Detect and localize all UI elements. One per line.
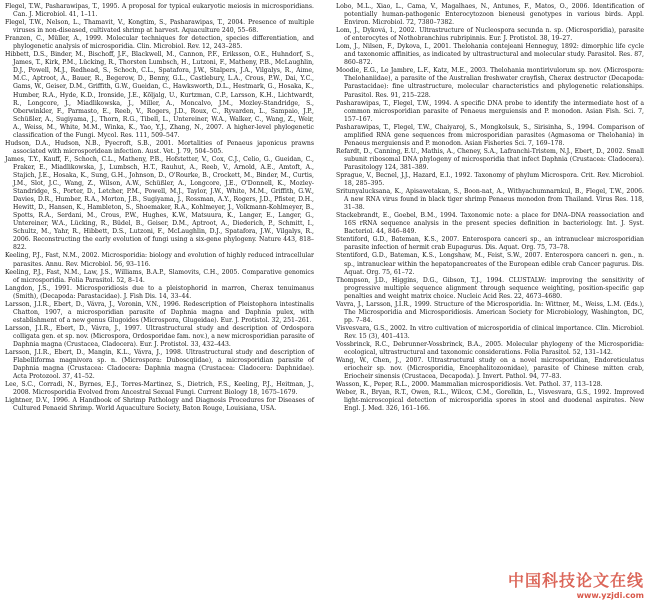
reference-entry: Stentiford, G.D., Bateman, K.S., 2007. Enterospora canceri sp., an intranuclear microsporidian parasite infection of hermit crab Eupagurus. Dis. Aquat. Org. 75, 73–78. bbox=[336, 236, 644, 252]
reference-entry: Flegel, T.W., Pasharawipas, T., 1995. A proposal for typical eukaryotic meiosis in microsporidians. Can. J. Microbiol. 41, 1–11. bbox=[5, 3, 314, 19]
reference-entry: Franzen, C., Müller, A., 1999. Molecular techniques for detection, species differentiation, and phylogenetic analysis of microsporidia. Clin. Microbiol. Rev. 12, 243–285. bbox=[5, 35, 314, 51]
reference-entry: Wang, W., Chen, J., 2007. Ultrastructural study on a novel microsporidian, Endoreticulatus eriocheir sp. nov. (Microsporidia, Encephalitozoonidae), parasite of Chinese mitten crab, Eriocheir sinensis (Crustacea, Decapoda). J. Invert. Pathol. 94, 77–83. bbox=[336, 357, 644, 381]
reference-entry: Sprague, V., Becnel, J.J., Hazard, E.I., 1992. Taxonomy of phylum Microspora. Crit. Rev. Microbiol. 18, 285–395. bbox=[336, 171, 644, 188]
reference-entry: Lobo, M.L., Xiao, L., Cama, V., Magalhaes, N., Antunes, F., Matos, O., 2006. Identification of potentially human-pathogenic Enterocytozoon bieneusi genotypes in various birds. Appl. Environ. Microbiol. 72, 7380–7382. bbox=[336, 3, 644, 27]
reference-entry: Wasson, K., Peper, R.L., 2000. Mammalian microsporidiosis. Vet. Pathol. 37, 113–128. bbox=[336, 381, 603, 389]
reference-entry: Larsson, J.I.R., Ebert, D., Mangin, K.L., Vávra, J., 1998. Ultrastructural study and description of Flabelliforma magnivora sp. n. (Microspora: Duboscqiidae), a microsporidian parasite of Daphnia magna (Crustacea: Cladocera: Daphnia magna (Crustacea: Cladocera: Daphnidae). Acta Protozool. 37, 41–52. bbox=[5, 349, 314, 381]
reference-entry: Thompson, J.D., Higgins, D.G., Gibson, T.J., 1994. CLUSTALW: improving the sensitivity of progressive multiple sequence alignment through sequence weighting, position-specific gap penalties and weight matrix choice. Nucleic Acid Res. 22, 4673–4680. bbox=[336, 276, 644, 300]
reference-entry: Vossbrinck, R.C., Debrunner-Vossbrinck, B.A., 2005. Molecular phylogeny of the Microsporidia: ecological, ultrastructural and taxonomic considerations. Folia Parasitol. 52, 131–142. bbox=[336, 340, 644, 357]
reference-entry: Weber, R., Bryan, R.T., Owen, R.L., Wilcox, C.M., Gorelkin, L., Visvesvara, G.S., 1992. Improved light-microscopical detection of microsporidia spores in stool and duodenal aspirates. New Engl. J. Med. 326, 161–166. bbox=[336, 389, 644, 413]
watermark-url: www.yzjdi.com bbox=[576, 591, 644, 600]
reference-entry: Refardt, D., Canning, E.U., Mathis, A., Cheney, S.A., Lafranchi-Tristem, N.J., Ebert, D., 2002. Small subunit ribosomal DNA phylogeny of microsporidia that infect Daphnia (Crustacea: Cladocera). Parasitology 124, 381–389. bbox=[336, 147, 644, 171]
reference-entry: Vavra, J., Larsson, J.I.R., 1999. Structure of the Microsporidia. In: Wittner, M., Weiss, L.M. (Eds.), The Microsporidia and Microsporidiosis. American Society for Microbiology, Washington, DC, pp. 7–84. bbox=[336, 300, 644, 324]
reference-entry: Larsson, J.I.R., Ebert, D., Vávra, J., Voronin, V.N., 1996. Redescription of Pleistophora intestinalis Chatton, 1907, a microsporidian parasite of Daphnia magna and Daphnia pulex, with establishment of a new genus Glugoides (Microspora, Glugeidae). Eur. J. Protistol. 32, 251–261. bbox=[5, 300, 314, 324]
reference-entry: Pasharawipas, T., Flegel, T.W., Chaiyaroj, S., Mongkolsuk, S., Sirisinha, S., 1994. Comparison of amplified RNA gene sequences from microsporidian parasites (Agmasoma or Thelohania) in Penaeus merguiensis and P. monodon. Asian Fisheries Sci. 7, 169–178. bbox=[336, 123, 644, 147]
reference-entry: Lom, J., Dyková, I., 2002. Ultrastructure of Nucleospora secunda n. sp. (Microsporidia), parasite of enterocytes of Nothobranchius rubripinnis. Eur. J. Protistol. 38, 19–27. bbox=[336, 27, 644, 43]
watermark bbox=[507, 571, 646, 600]
reference-entry: Visvesvara, G.S., 2002. In vitro cultivation of microsporidia of clinical importance. Clin. Microbiol. Rev. 15 (3), 401–413. bbox=[336, 324, 644, 340]
reference-entry: Stackebrandt, E., Goebel, B.M., 1994. Taxonomic note: a place for DNA–DNA reassociation and 16S rRNA sequence analysis in the present species definition in bacteriology. Int. J. Syst. Bacteriol. 44, 846–849. bbox=[336, 212, 644, 236]
reference-entry: Moodie, E.G., Le Jambre, L.F., Katz, M.E., 2003. Thelohania montirivulorum sp. nov. (Microspora: Thelohaniidae), a parasite of the Australian freshwater crayfish, Cherax destructor (Decapoda: Parastacidae): fine ultrastructure, molecular characteristics and phylogenetic relationships. Parasitol. Res. 91, 215–228. bbox=[336, 67, 644, 99]
reference-entry: Lee, S.C., Corradi, N., Byrnes, E.J., Torres-Martinez, S., Dietrich, F.S., Keeling, P.J., Heitman, J., 2008. Microsporidia Evolved from Ancestral Sexual Fungi. Current Biology 18, 1675–1679. bbox=[5, 381, 314, 397]
reference-entry: Keeling, P.J., Fast, N.M., Law, J.S., Williams, B.A.P., Slamovits, C.H., 2005. Comparative genomics of microsporidia. Folia Parasitol. 52, 8–14. bbox=[5, 268, 314, 284]
references-column-right bbox=[336, 3, 644, 413]
reference-entry: Langdon, J.S., 1991. Microsporidiosis due to a pleistophorid in marron, Cherax tenuimanus (Smith), (Decapoda: Parastacidae). J. Fish Dis. 14, 33–44. bbox=[5, 284, 314, 300]
references-column-left bbox=[5, 3, 314, 413]
reference-entry: Sritunyalucksana, K., Apisawetakan, S., Boon-nat, A., Withyachumnarnkul, B., Flegel, T.W., 2006. A new RNA virus found in black tiger shrimp Penaeus monodon from Thailand. Virus Res. 118, 31–38. bbox=[336, 188, 644, 212]
watermark-text: 中国科技论文在线 bbox=[507, 571, 644, 590]
reference-entry: James, T.Y., Kauff, F., Schoch, C.L., Matheny, P.B., Hofstetter, V., Cox, C.J., Celio, G., Gueidan, C., Fraker, E., Miadlikowska, J., Lumbsch, H.T., Rauhut, A., Reeb, V., Arnold, A.E., Amtoft, A., Stajich, J.E., Hosaka, K., Sung, G.H., Johnson, D., O'Rourke, B., Crockett, M., Binder, M., Curtis, J.M., Slot, J.C., Wang, Z., Wilson, A.W., Schüßler, A., Longcore, J.E., O'Donnell, K., Mozley-Standridge, S., Porter, D., Letcher, P.M., Powell, M.J., Taylor, J.W., White, M.M., Griffith, G.W., Davies, D.R., Humber, R.A., Morton, J.B., Sugiyama, J., Rossman, A.Y., Rogers, J.D., Pfister, D.H., Hewitt, D., Hansen, K., Hambleton, S., Shoemaker, R.A., Kohlmeyer, J., Volkmann-Kohlmeyer, B., Spotts, R.A., Serdani, M., Crous, P.W., Hughes, K.W., Matsuura, K., Langer, E., Langer, G., Untereiner, W.A., Lücking, R., Büdel, B., Geiser, D.M., Aptroot, A., Diederich, P., Schmitt, I., Schultz, M., Yahr, R., Hibbett, D.S., Lutzoni, F., McLaughlin, D.J., Spatafora, J.W., Vilgalys, R., 2006. Reconstructing the early evolution of fungi using a six-gene phylogeny. Nature 443, 818–822. bbox=[5, 155, 314, 252]
reference-entry: Hudson, D.A., Hudson, N.B., Pyecroft, S.B., 2001. Mortalities of Penaeus japonicus prawns associated with microsporidean infection. Aust. Vet. J. 79, 504–505. bbox=[5, 139, 314, 155]
reference-entry: Keeling, P.J., Fast, N.M., 2002. Microsporidia: biology and evolution of highly reduced intracellular parasites. Annu. Rev. Microbiol. 56, 93–116. bbox=[5, 252, 314, 268]
reference-entry: Stentiford, G.D., Bateman, K.S., Longshaw, M., Feist, S.W., 2007. Enterospora canceri n. gen., n. sp., intranuclear within the hepatopancreates of the European edible crab Cancer pagurus. Dis. Aquat. Org. 75, 61–72. bbox=[336, 252, 644, 276]
reference-entry: Hibbett, D.S., Binder, M., Bischoff, J.F., Blackwell, M., Cannon, P.F., Eriksson, O.E., Huhndorf, S., James, T., Kirk, P.M., Lücking, R., Thorsten Lumbsch, H., Lutzoni, F., Matheny, P.B., McLaughlin, D.J., Powell, M.J., Redhead, S., Schoch, C.L., Spatafora, J.W., Stalpers, J.A., Vilgalys, R., Aime, M.C., Aptroot, A., Bauer, R., Begerow, D., Benny, G.L., Castlebury, L.A., Crous, P.W., Dai, Y.C., Gams, W., Geiser, D.M., Griffith, G.W., Gueidan, C., Hawksworth, D.L., Hestmark, G., Hosaka, K., Humber, R.A., Hyde, K.D., Ironside, J.E., Kõljalg, U., Kurtzman, C.P., Larsson, K.H., Lichtwardt, R., Longcore, J., Miadlikowska, J., Miller, A., Moncalvo, J.M., Mozley-Standridge, S., Oberwinkler, F., Parmasto, E., Reeb, V., Rogers, J.D., Roux, C., Ryvarden, L., Sampaio, J.P., Schüßler, A., Sugiyama, J., Thorn, R.G., Tibell, L., Untereiner, W.A., Walker, C., Wang, Z., Weir, A., Weiss, M., White, M.M., Winka, K., Yao, Y.J., Zhang, N., 2007. A higher-level phylogenetic classification of the Fungi. Mycol. Res. 111, 509–547. bbox=[5, 51, 314, 139]
reference-entry: Flegel, T.W., Nelson, L., Thamavit, V., Kongtim, S., Pasharawipas, T., 2004. Presence of multiple viruses in non-diseased, cultivated shrimp at harvest. Aquaculture 240, 55–68. bbox=[5, 19, 314, 35]
reference-entry: Lom, J., Nilsen, F., Dykova, I., 2001. Thelohania contejeani Henneguy, 1892: dimorphic life cycle and taxonomic affinities, as indicated by ultrastructural and molecular study. Parasitol. Res. 87, 860–872. bbox=[336, 43, 644, 67]
reference-entry: Pasharawipas, T., Flegel, T.W., 1994. A specific DNA probe to identify the intermediate host of a common microsporidian parasite of Penaeus merguiensis and P. monodon. Asian Fish. Sci. 7, 157–167. bbox=[336, 99, 644, 123]
reference-entry: Lightner, D.V., 1996. A Handbook of Shrimp Pathology and Diagnosis Procedures for Diseases of Cultured Penaeid Shrimp. World Aquaculture Society, Baton Rouge, Louisiana, USA. bbox=[5, 397, 314, 413]
reference-entry: Larsson, J.I.R., Ebert, D., Vávra, J., 1997. Ultrastructural study and description of Ordospora colligata gen. et sp. nov. (Microspora, Ordosporidae fam. nov.), a new microsporidian parasite of Daphnia magna (Crustacea, Cladocera). Eur. J. Protistol. 33, 432–443. bbox=[5, 324, 314, 348]
